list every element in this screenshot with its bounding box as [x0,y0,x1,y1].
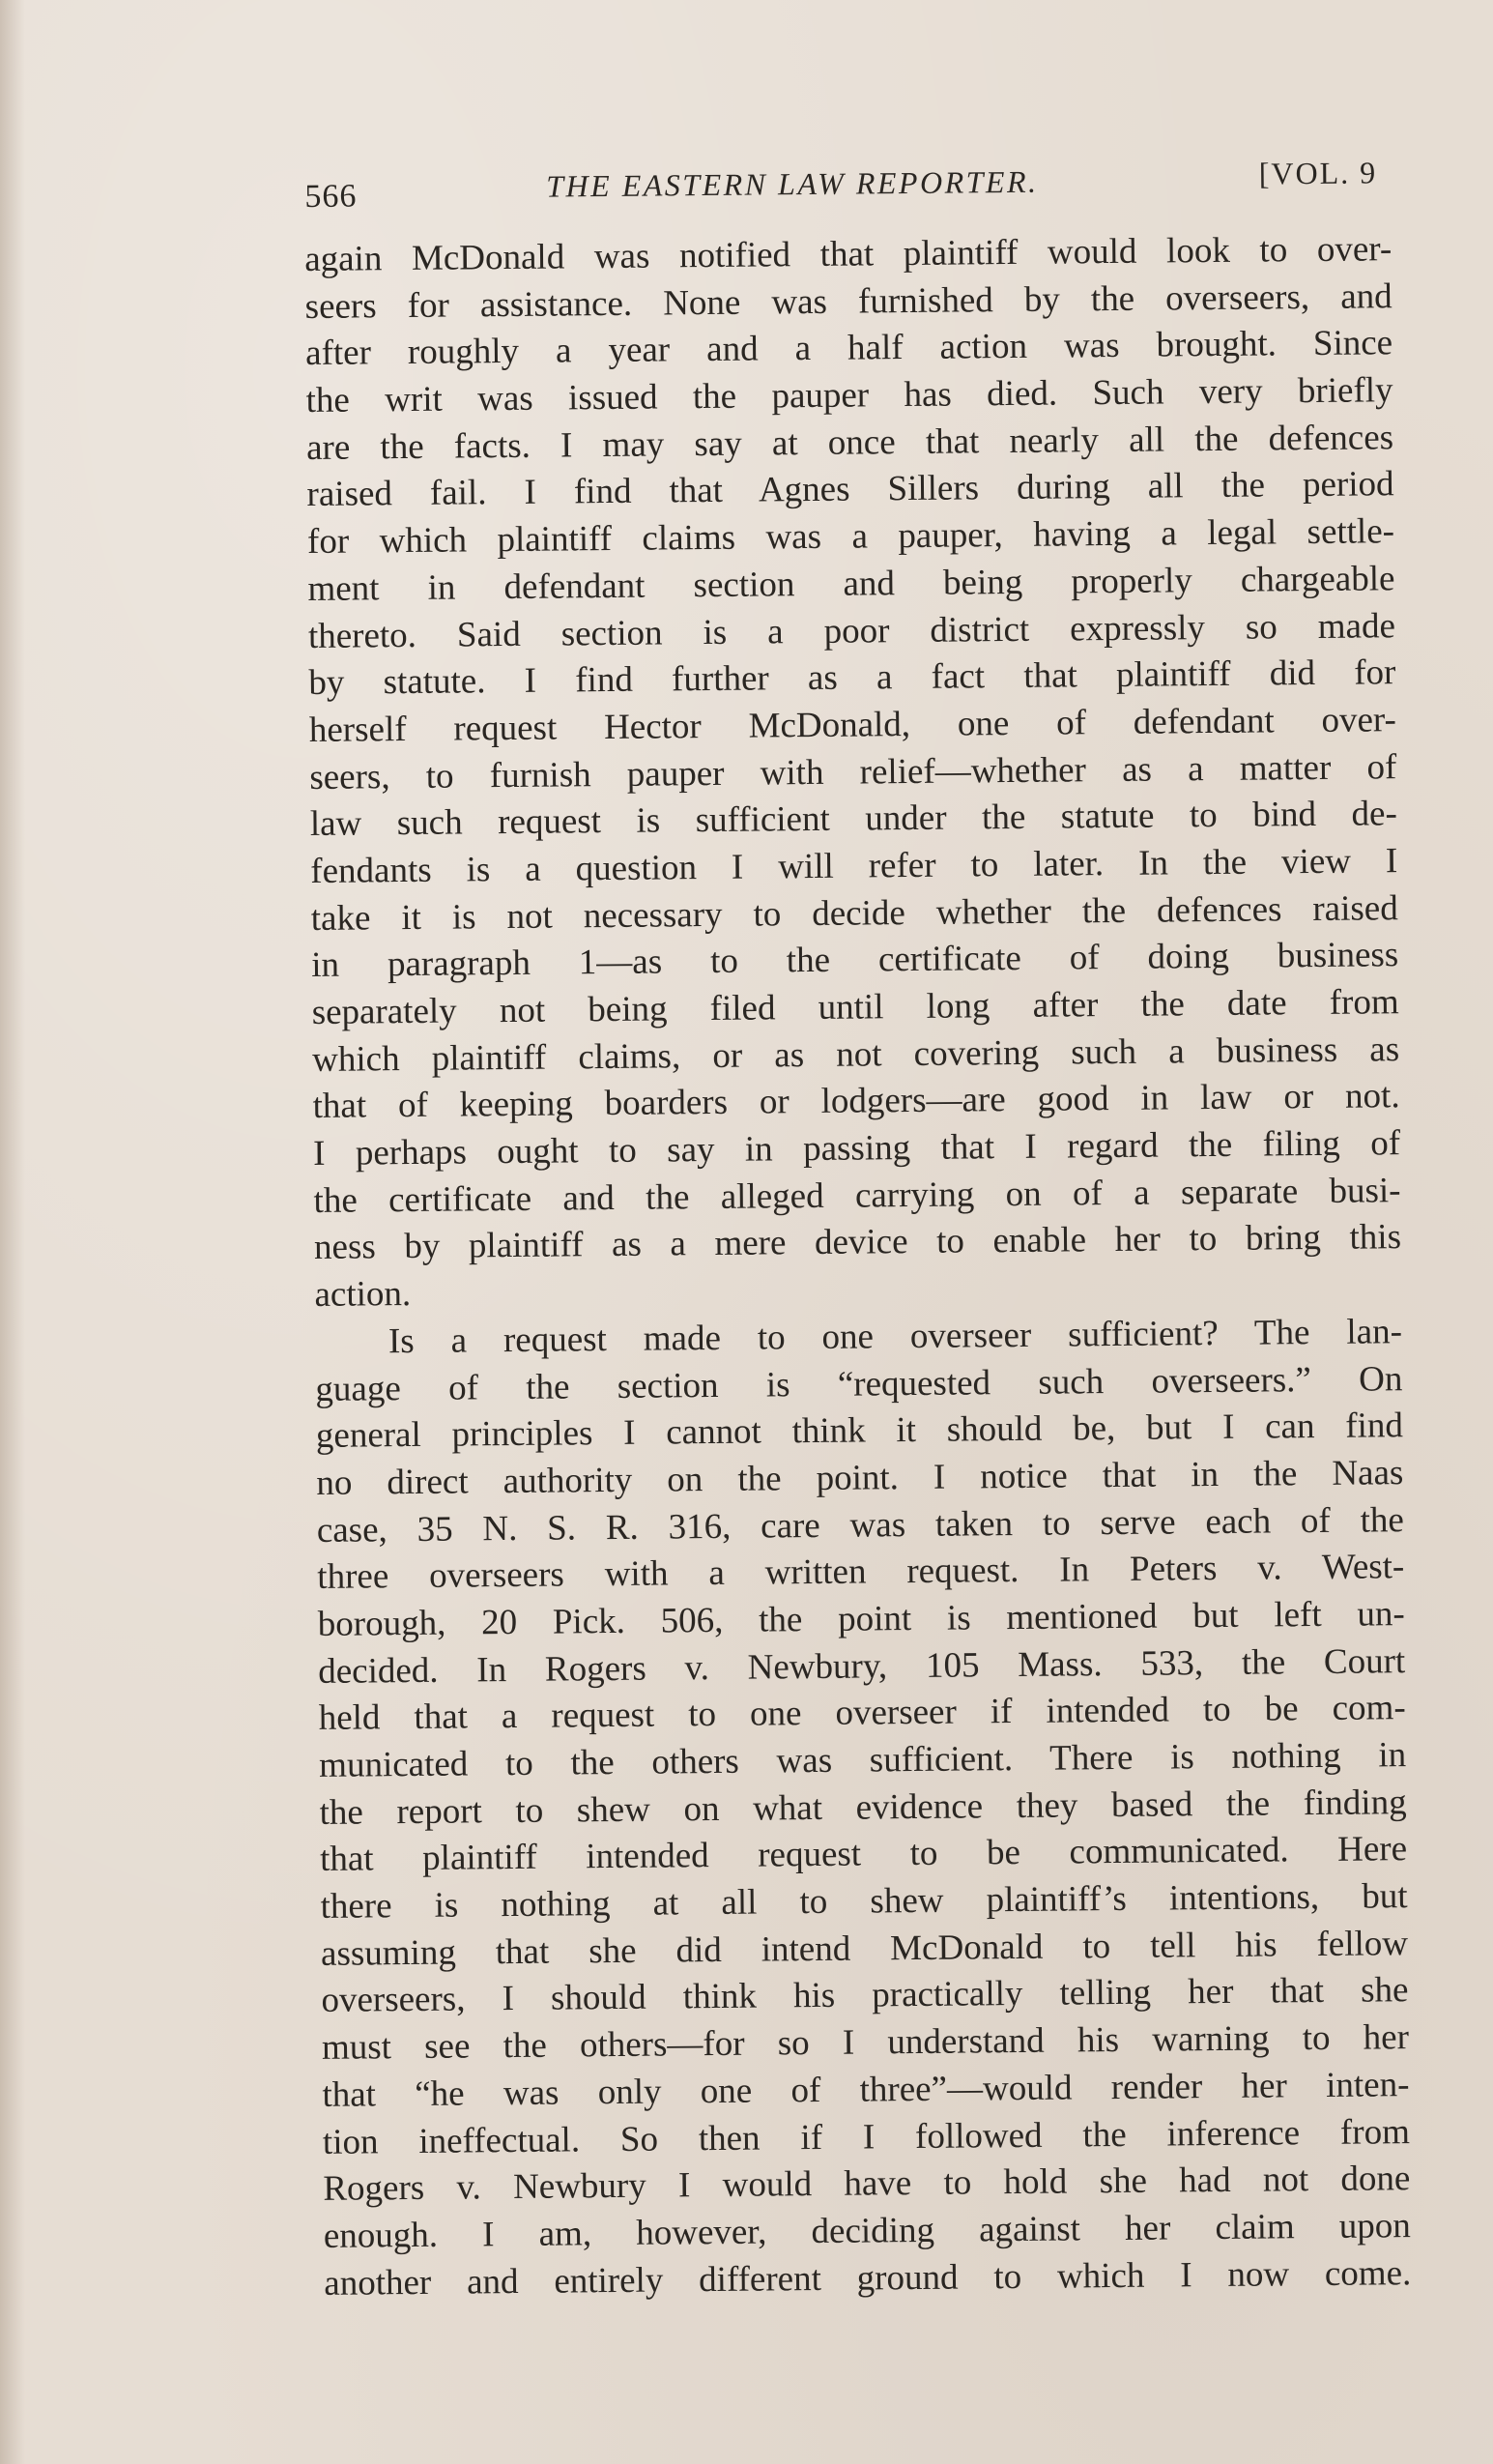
text-line: assuming that she did intend McDonald to tell his fellow [320,1923,1409,1974]
text-line: raised fail. I find that Agnes Sillers during all the period [306,464,1394,515]
text-line: municated to the others was sufficient. There is nothing in [318,1735,1407,1785]
running-head [304,149,1378,217]
text-line: are the facts. I may say at once that nearly all the defences [305,417,1394,468]
text-line: for which plaintiff claims was a pauper, having a legal settle- [306,511,1395,563]
paragraph-end-line: action. [314,1274,412,1316]
text-line: which plaintiff claims, or as not covering such a business as [311,1029,1400,1080]
text-line: another and entirely different ground to which I now come. [324,2252,1412,2304]
text-line: that of keeping boarders or lodgers—are good in law or not. [312,1076,1400,1127]
text-line: by statute. I find further as a fact that plaintiff did for [308,652,1396,704]
text-line: the certificate and the alleged carrying on of a separate busi- [313,1170,1401,1221]
text-line: enough. I am, however, deciding against her claim upon [323,2205,1411,2256]
text-line: borough, 20 Pick. 506, the point is mentioned but left un- [317,1594,1405,1644]
text-line: three overseers with a written request. In Peters v. West- [317,1547,1405,1598]
page-gutter-shadow [0,0,25,2464]
paragraph-start-line: Is a request made to one overseer sufficient? The lan- [388,1311,1403,1362]
text-line: in paragraph 1—as to the certificate of doing business [311,935,1399,986]
running-title: THE EASTERN LAW REPORTER. [546,163,1039,204]
text-line: after roughly a year and a half action was brought. Since [304,323,1393,374]
text-line: that plaintiff intended request to be communicated. Here [319,1829,1408,1880]
text-line: held that a request to one overseer if intended to be com- [318,1688,1406,1739]
text-line: ness by plaintiff as a mere device to enable her to bring this [313,1217,1402,1268]
text-line: that “he was only one of three”—would render her inten- [322,2064,1410,2115]
text-line: herself request Hector McDonald, one of defendant over- [308,700,1397,750]
text-line: I perhaps ought to say in passing that I regard the filing of [312,1123,1401,1174]
text-line: overseers, I should think his practically telling her that she [321,1970,1409,2021]
text-line: thereto. Said section is a poor district expressly so made [307,605,1396,656]
text-line: guage of the section is “requested such overseers.” On [315,1358,1403,1409]
text-line: there is nothing at all to shew plaintiff’s intentions, but [320,1876,1408,1927]
text-line: the writ was issued the pauper has died. Such very briefly [305,370,1393,421]
page-number: 566 [304,178,358,215]
text-line: separately not being filed until long after the date from [311,982,1399,1032]
text-line: must see the others—for so I understand his warning to her [321,2017,1410,2069]
text-line: law such request is sufficient under the statute to bind de- [309,794,1397,845]
text-line: the report to shew on what evidence they based the finding [319,1782,1407,1833]
text-line: ment in defendant section and being properly chargeable [307,558,1395,609]
text-line: again McDonald was notified that plaintiff would look to over- [304,229,1393,279]
text-line: tion ineffectual. So then if I followed the inference from [322,2111,1411,2162]
text-line: Rogers v. Newbury I would have to hold she had not done [323,2159,1411,2210]
text-line: no direct authority on the point. I notice that in the Naas [316,1453,1404,1503]
text-line: decided. In Rogers v. Newbury, 105 Mass. 533, the Court [318,1640,1406,1692]
volume-label: [VOL. 9 [1258,155,1378,191]
text-line: seers for assistance. None was furnished by the overseers, and [304,275,1393,327]
body-text [304,226,1412,2307]
text-line: seers, to furnish pauper with relief—whether as a matter of [309,746,1397,797]
text-line: case, 35 N. S. R. 316, care was taken to serve each of the [316,1499,1404,1551]
text-line: take it is not necessary to decide whether the defences raised [310,887,1398,939]
text-line: general principles I cannot think it should be, but I can find [315,1406,1404,1457]
text-line: fendants is a question I will refer to later. In the view I [310,841,1398,891]
